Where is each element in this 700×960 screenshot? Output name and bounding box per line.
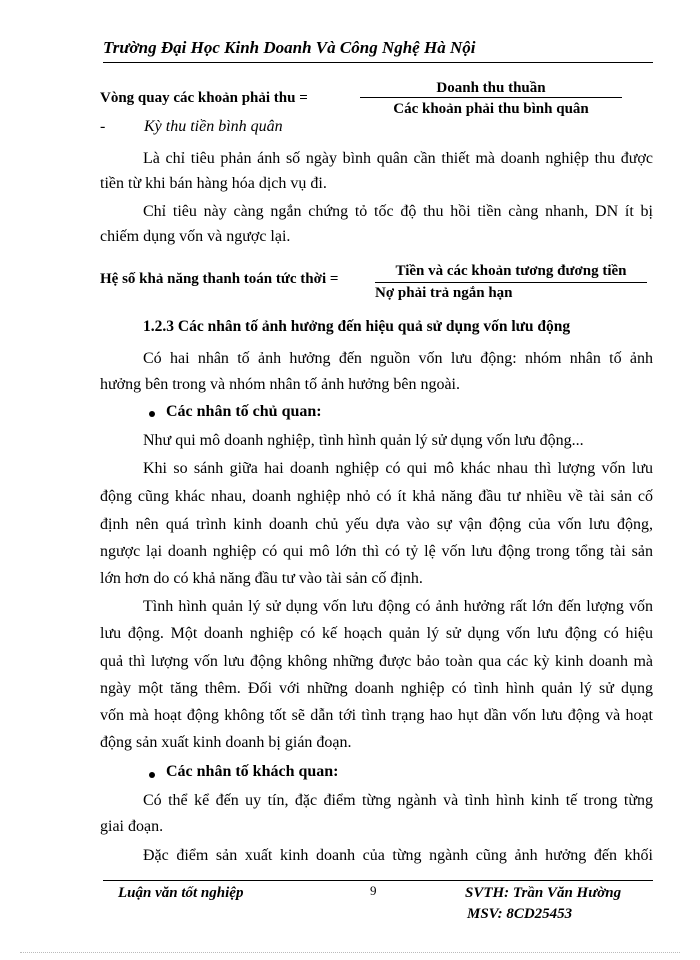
paragraph-line: Như qui mô doanh nghiệp, tình hình quản lý sử dụng vốn lưu động... — [143, 432, 584, 449]
page-number: 9 — [370, 883, 377, 898]
footer-thesis-label: Luận văn tốt nghiệp — [118, 885, 244, 901]
paragraph-line: chiếm dụng vốn và ngược lại. — [100, 228, 291, 245]
paragraph-line: lớn hơn do có khả năng đầu tư vào tài sản cố định. — [100, 570, 423, 587]
paragraph-line: Có thể kể đến uy tín, đặc điểm từng ngành và tình hình kinh tế trong từng — [143, 792, 653, 809]
paragraph-line: tiền từ khi bán hàng hóa dịch vụ đi. — [100, 175, 327, 192]
formula1-fraction-bar — [360, 97, 622, 98]
paragraph-line: hưởng bên trong và nhóm nhân tố ảnh hưởng bên ngoài. — [100, 376, 460, 393]
paragraph-line: ngày một tăng thêm. Đối với những doanh nghiệp có tình hình quản lý sử dụng — [100, 680, 653, 697]
item-title: Kỳ thu tiền bình quân — [144, 118, 283, 135]
paragraph-line: động sản xuất kinh doanh bị gián đoạn. — [100, 734, 352, 751]
footer-rule — [103, 880, 653, 881]
paragraph-line: động cũng khác nhau, doanh nghiệp nhỏ có ít khả năng đầu tư nhiều về tài sản cố — [100, 488, 653, 505]
formula2-numerator: Tiền và các khoản tương đương tiền — [395, 263, 627, 279]
paragraph-line: Tình hình quản lý sử dụng vốn lưu động có ảnh hưởng rất lớn đến lượng vốn — [143, 598, 653, 615]
section-heading: 1.2.3 Các nhân tố ảnh hưởng đến hiệu quả sử dụng vốn lưu động — [143, 318, 571, 335]
paragraph-line: Chỉ tiêu này càng ngắn chứng tỏ tốc độ thu hồi tiền càng nhanh, DN ít bị — [143, 203, 653, 220]
paragraph-line: Có hai nhân tố ảnh hưởng đến nguồn vốn lưu động: nhóm nhân tố ảnh — [143, 350, 653, 367]
bullet-heading: Các nhân tố chủ quan: — [166, 403, 322, 420]
formula1-denominator: Các khoản phải thu bình quân — [393, 101, 589, 117]
paragraph-line: Là chỉ tiêu phản ánh số ngày bình quân cần thiết mà doanh nghiệp thu được — [143, 150, 653, 167]
formula2-fraction-bar — [375, 282, 647, 283]
list-dash: - — [100, 118, 106, 135]
paragraph-line: ngược lại doanh nghiệp có qui mô lớn thì có tỷ lệ vốn lưu động trong tổng tài sản — [100, 543, 653, 560]
page-header-title: Trường Đại Học Kinh Doanh Và Công Nghệ Hà Nội — [103, 38, 476, 57]
header-rule — [103, 62, 653, 63]
bullet-heading: Các nhân tố khách quan: — [166, 763, 339, 780]
paragraph-line: quả thì lượng vốn lưu động không những được bảo toàn qua các kỳ kinh doanh mà — [100, 653, 653, 670]
paragraph-line: vốn mà hoạt động không tốt sẽ dẫn tới tình trạng hao hụt dần vốn lưu động và hoạt — [100, 707, 653, 724]
paragraph-line: Khi so sánh giữa hai doanh nghiệp có qui mô khác nhau thì lượng vốn lưu — [143, 460, 653, 477]
footer-author: SVTH: Trần Văn Hường — [465, 885, 622, 901]
paragraph-line: lưu động. Một doanh nghiệp có kế hoạch quản lý sử dụng vốn lưu động có hiệu — [100, 625, 653, 642]
formula2-denominator: Nợ phải trả ngắn hạn — [375, 285, 513, 301]
bullet-icon — [149, 772, 155, 778]
page-edge-divider — [20, 952, 680, 953]
formula1-label: Vòng quay các khoản phải thu = — [100, 90, 308, 106]
bullet-icon — [149, 411, 155, 417]
paragraph-line: giai đoạn. — [100, 818, 164, 835]
paragraph-line: Đặc điểm sản xuất kinh doanh của từng ngành cũng ảnh hưởng đến khối — [143, 847, 653, 864]
formula1-numerator: Doanh thu thuần — [436, 80, 546, 96]
footer-student-id: MSV: 8CD25453 — [467, 906, 573, 922]
paragraph-line: định nên quá trình kinh doanh chủ yếu dựa vào sự vận động của vốn lưu động, — [100, 516, 653, 533]
formula2-label: Hệ số khả năng thanh toán tức thời = — [100, 271, 339, 287]
